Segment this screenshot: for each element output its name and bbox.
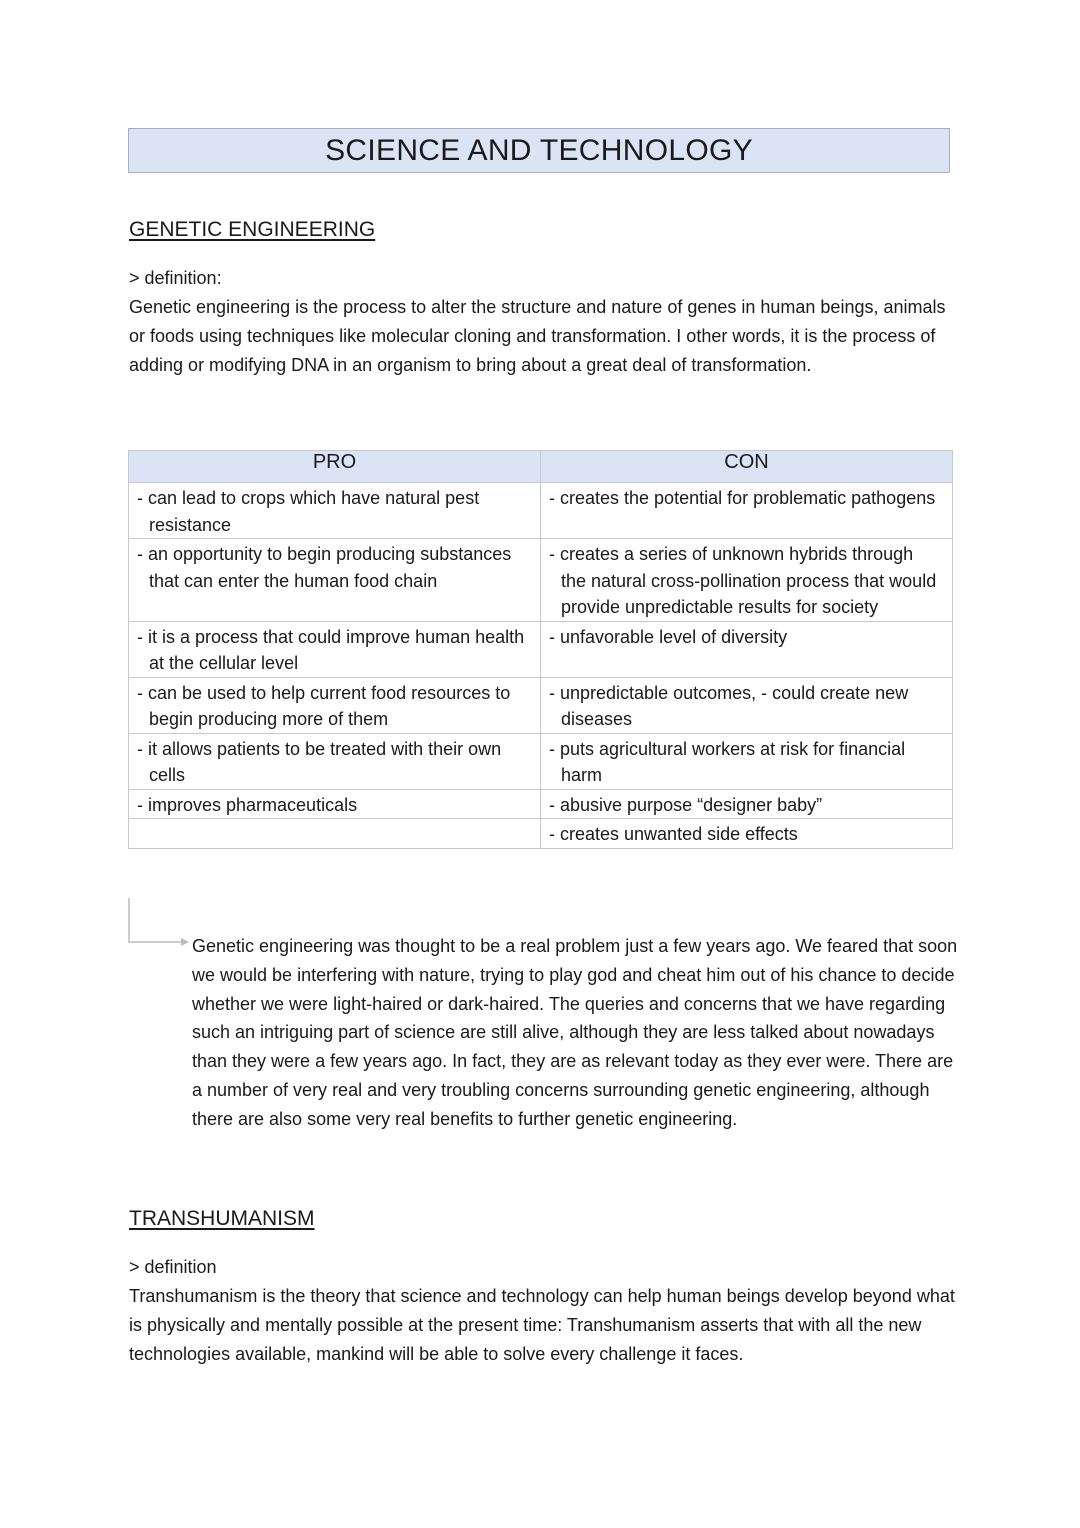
con-column-header: CON	[541, 451, 953, 483]
pro-cell	[129, 621, 541, 677]
table-row	[129, 819, 953, 849]
con-item: - abusive purpose “designer baby”	[549, 794, 823, 815]
pro-cell	[129, 819, 541, 849]
pro-item: - improves pharmaceuticals	[137, 794, 358, 815]
table-row	[129, 483, 953, 539]
con-item: - creates unwanted side effects	[549, 824, 798, 844]
table-row	[129, 789, 953, 819]
document-title: SCIENCE AND TECHNOLOGY	[325, 133, 753, 167]
transhumanism-definition-text: Transhumanism is the theory that science and technology can help human beings develop beyond what is physically and mentally possible at the present time: Transhumanism asserts that with all the new technologies available, mankind will be able to solve every challenge it faces.	[129, 1286, 955, 1364]
con-cell	[541, 733, 953, 789]
transhumanism-definition-label: > definition	[129, 1257, 217, 1277]
document-title-box	[128, 128, 950, 173]
pro-cell	[129, 677, 541, 733]
elbow-arrow-icon	[128, 898, 190, 946]
con-item: - creates the potential for problematic pathogens	[549, 488, 936, 508]
pro-item: - it is a process that could improve human health at the cellular level	[137, 626, 525, 673]
pro-item: - can be used to help current food resources to begin producing more of them	[137, 682, 511, 729]
con-cell	[541, 789, 953, 819]
con-cell	[541, 819, 953, 849]
genetic-definition-text: Genetic engineering is the process to alter the structure and nature of genes in human beings, animals or foods using techniques like molecular cloning and transformation. I other words, it is the process of adding or modifying DNA in an organism to bring about a great deal of transformation.	[129, 297, 946, 375]
pro-item: - it allows patients to be treated with their own cells	[137, 738, 502, 785]
pro-item: - an opportunity to begin producing substances that can enter the human food chain	[137, 544, 512, 591]
table-row	[129, 733, 953, 789]
genetic-commentary: Genetic engineering was thought to be a real problem just a few years ago. We feared that soon we would be interfering with nature, trying to play god and cheat him out of his chance to decide whether we were light-haired or dark-haired. The queries and concerns that we have regarding such an intriguing part of science are still alive, although they are less talked about nowadays than they were a few years ago. In fact, they are as relevant today as they ever were. There are a number of very real and very troubling concerns surrounding genetic engineering, although there are also some very real benefits to further genetic engineering.	[192, 936, 958, 1129]
con-item: - creates a series of unknown hybrids through the natural cross-pollination process that would provide unpredictable results for society	[549, 544, 937, 617]
pro-column-header: PRO	[129, 451, 541, 483]
pro-cell	[129, 539, 541, 622]
pro-item: - can lead to crops which have natural pest resistance	[137, 488, 480, 535]
con-item: - unpredictable outcomes, - could create new diseases	[549, 682, 909, 729]
table-row	[129, 621, 953, 677]
pro-cell	[129, 789, 541, 819]
table-row	[129, 677, 953, 733]
section-heading-genetic-engineering: GENETIC ENGINEERING	[129, 218, 376, 241]
pro-cell	[129, 733, 541, 789]
con-cell	[541, 539, 953, 622]
genetic-definition-label: > definition:	[129, 268, 222, 288]
genetic-definition	[129, 264, 959, 380]
transhumanism-definition	[129, 1253, 959, 1369]
con-item: - puts agricultural workers at risk for financial harm	[549, 738, 906, 785]
con-cell	[541, 677, 953, 733]
con-cell	[541, 483, 953, 539]
section-heading-transhumanism: TRANSHUMANISM	[129, 1207, 315, 1230]
pro-con-table	[128, 450, 953, 849]
con-item: - unfavorable level of diversity	[549, 626, 788, 647]
table-header-row	[129, 451, 953, 483]
table-row	[129, 539, 953, 622]
pro-cell	[129, 483, 541, 539]
con-cell	[541, 621, 953, 677]
